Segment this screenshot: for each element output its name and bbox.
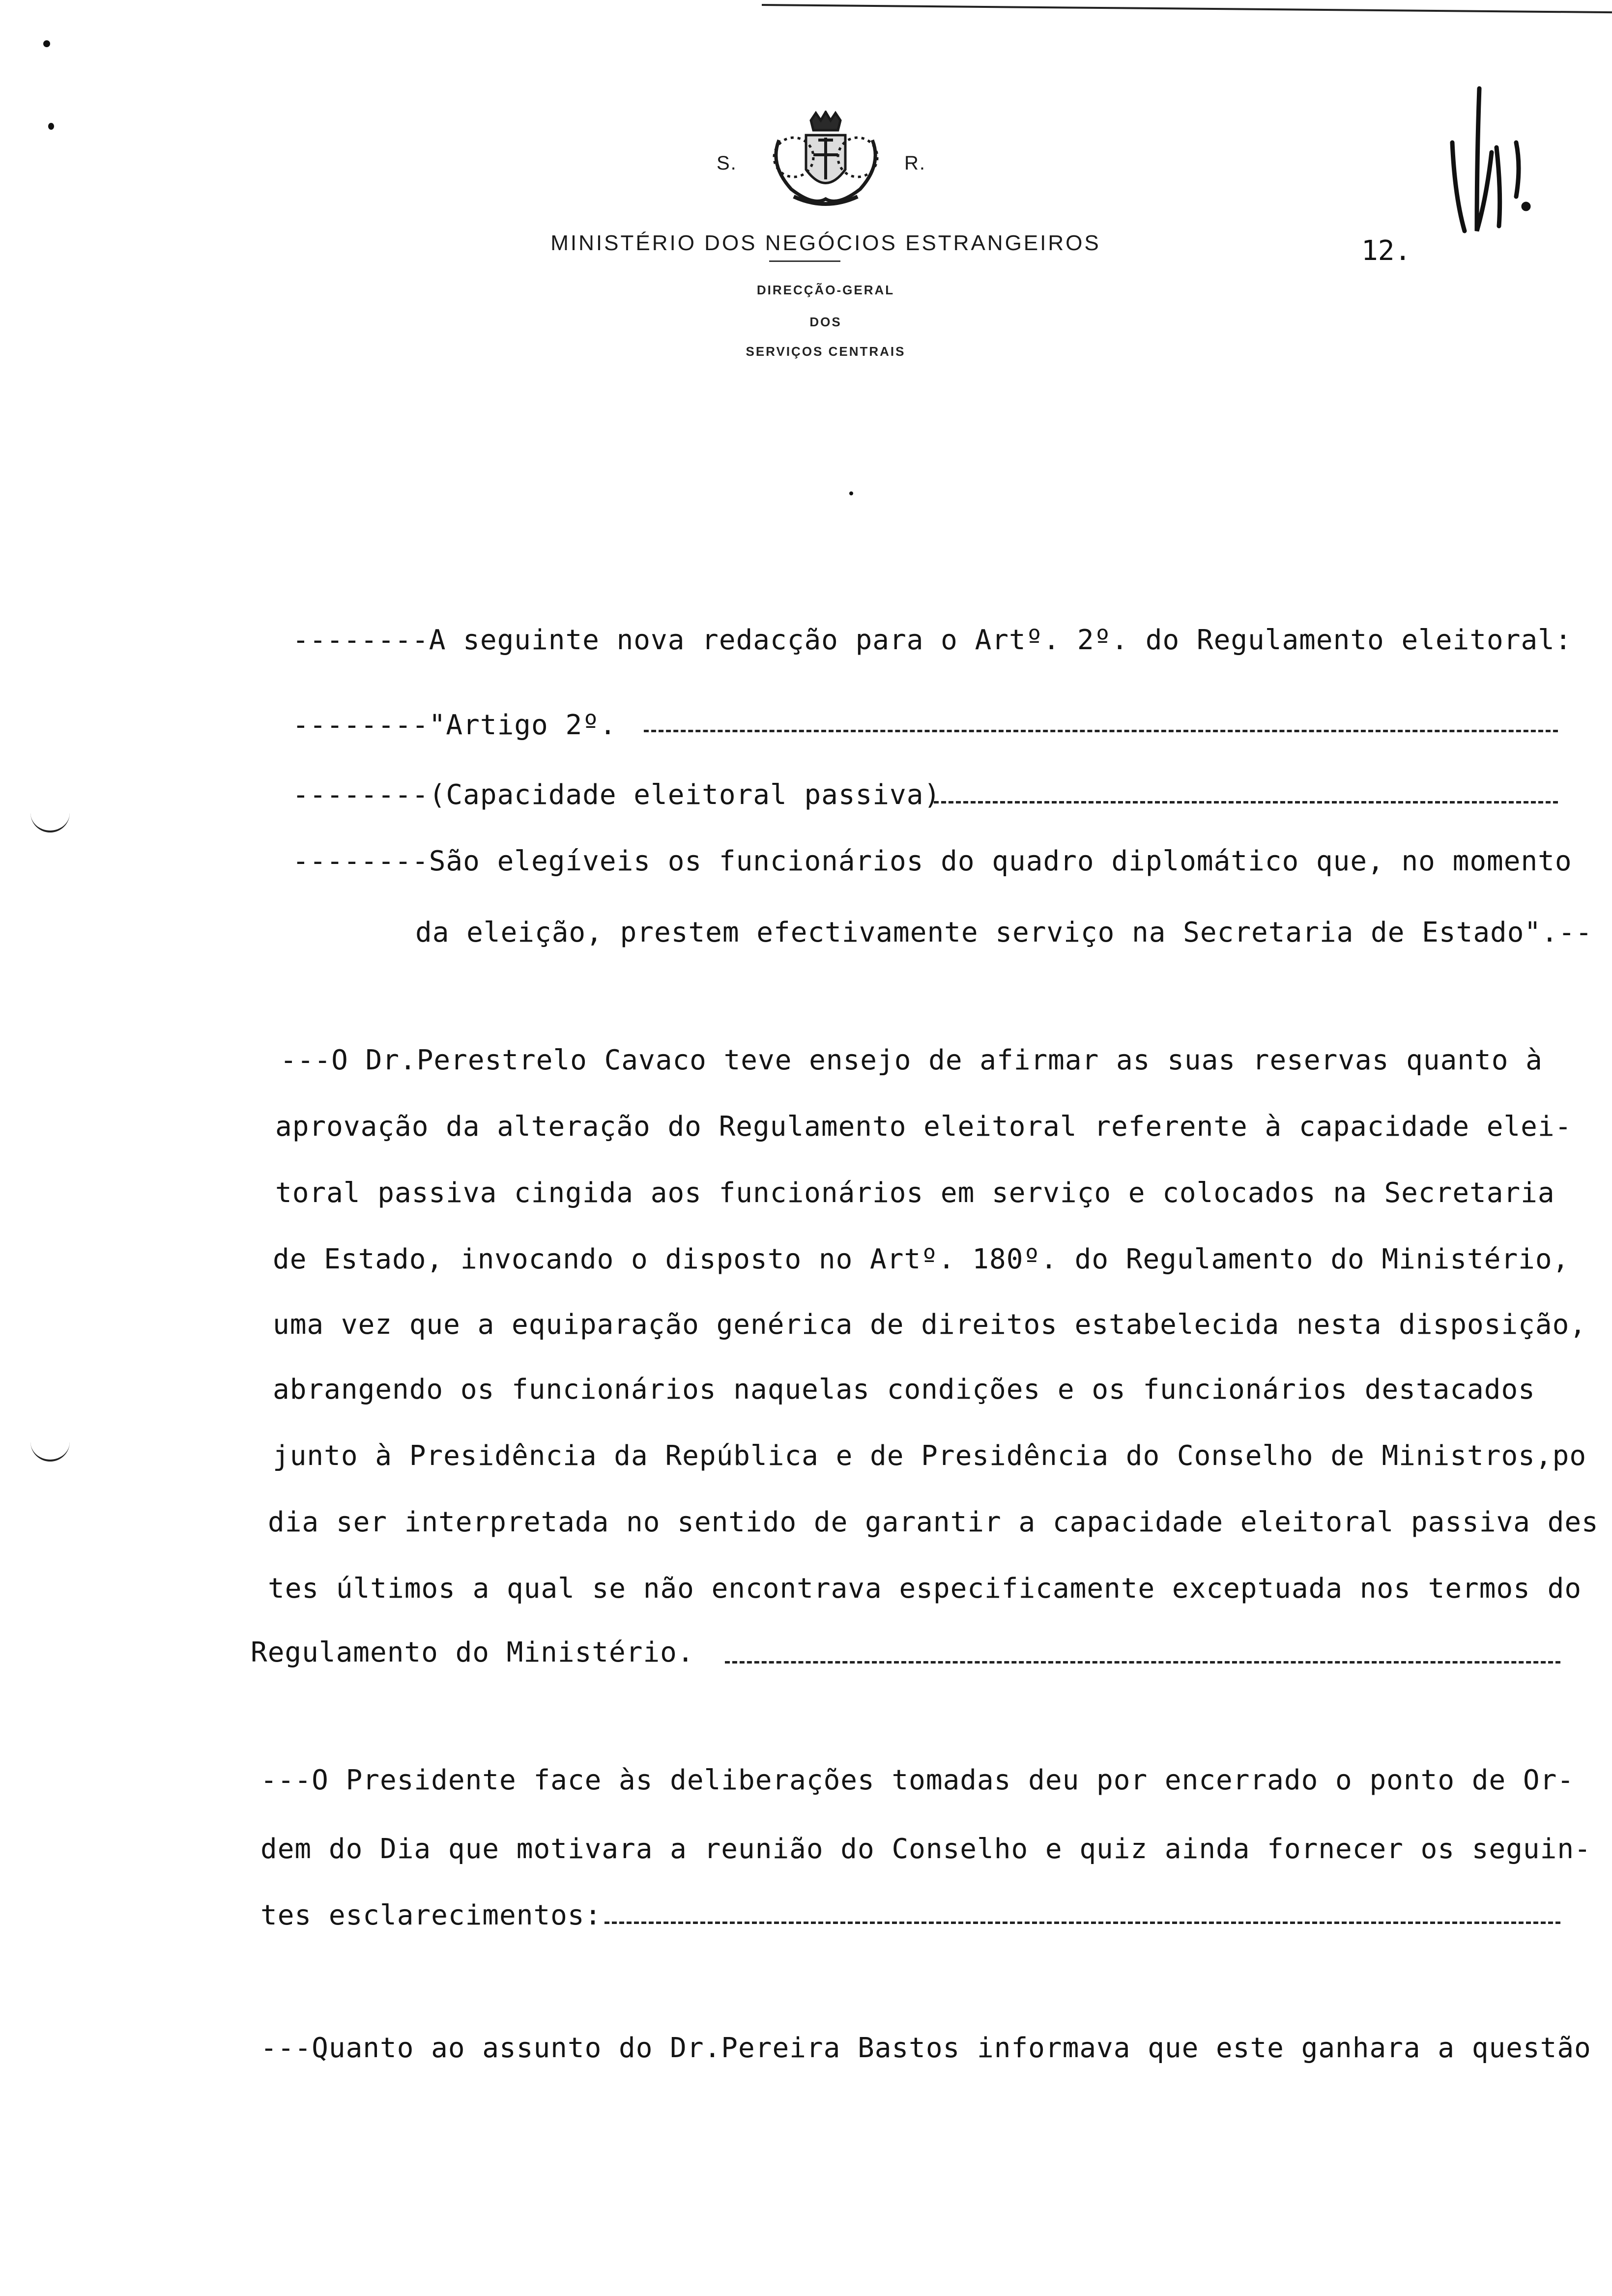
body-line-1: --------A seguinte nova redacção para o Artº. 2º. do Regulamento eleitoral: bbox=[292, 624, 1572, 656]
speck bbox=[48, 123, 54, 130]
body-line-13: dia ser interpretada no sentido de garantir a capacidade eleitoral passiva des bbox=[268, 1506, 1599, 1538]
speck bbox=[43, 40, 50, 47]
letterhead-initial-left: S. bbox=[717, 152, 737, 174]
directorate-line-2: DOS bbox=[809, 315, 842, 329]
body-line-19: ---Quanto ao assunto do Dr.Pereira Bastos informava que este ganhara a questão bbox=[260, 2032, 1591, 2064]
body-line-2: --------"Artigo 2º. bbox=[292, 709, 617, 741]
top-edge-rule bbox=[762, 4, 1612, 13]
body-line-8: toral passiva cingida aos funcionários em serviço e colocados na Secretaria bbox=[275, 1177, 1555, 1209]
body-line-15: Regulamento do Ministério. bbox=[251, 1636, 694, 1668]
body-line-7: aprovação da alteração do Regulamento eleitoral referente à capacidade elei- bbox=[275, 1111, 1572, 1143]
body-line-4: --------São elegíveis os funcionários do quadro diplomático que, no momento bbox=[292, 845, 1572, 877]
dash-fill bbox=[725, 1661, 1560, 1664]
binding-hole-mark bbox=[30, 1440, 70, 1462]
coat-of-arms-emblem bbox=[764, 111, 887, 214]
binding-hole-mark bbox=[30, 811, 70, 832]
dash-fill bbox=[644, 730, 1558, 732]
dash-fill bbox=[934, 801, 1558, 804]
ministry-underline bbox=[769, 260, 840, 262]
body-line-17: dem do Dia que motivara a reunião do Conselho e quiz ainda fornecer os seguin- bbox=[260, 1833, 1591, 1865]
letterhead-initial-right: R. bbox=[904, 152, 926, 174]
speck bbox=[849, 491, 853, 495]
body-line-6: ---O Dr.Perestrelo Cavaco teve ensejo de afirmar as suas reservas quanto à bbox=[280, 1044, 1543, 1076]
handwritten-initials bbox=[1442, 84, 1536, 246]
body-line-3: --------(Capacidade eleitoral passiva) bbox=[292, 779, 941, 811]
dash-fill bbox=[604, 1922, 1560, 1924]
body-line-5: da eleição, prestem efectivamente serviço na Secretaria de Estado".-- bbox=[415, 917, 1593, 948]
body-line-18: tes esclarecimentos: bbox=[260, 1899, 602, 1931]
ministry-name: MINISTÉRIO DOS NEGÓCIOS ESTRANGEIROS bbox=[550, 231, 1101, 255]
body-line-14: tes últimos a qual se não encontrava especificamente exceptuada nos termos do bbox=[268, 1573, 1582, 1605]
body-line-11: abrangendo os funcionários naquelas condições e os funcionários destacados bbox=[273, 1374, 1535, 1406]
body-line-16: ---O Presidente face às deliberações tomadas deu por encerrado o ponto de Or- bbox=[260, 1764, 1575, 1796]
body-line-9: de Estado, invocando o disposto no Artº. 180º. do Regulamento do Ministério, bbox=[273, 1243, 1570, 1275]
directorate-line-1: DIRECÇÃO-GERAL bbox=[756, 283, 895, 297]
body-line-12: junto à Presidência da República e de Presidência do Conselho de Ministros,po bbox=[273, 1440, 1587, 1472]
directorate-line-3: SERVIÇOS CENTRAIS bbox=[746, 344, 906, 359]
page-number: 12. bbox=[1361, 235, 1411, 267]
body-line-10: uma vez que a equiparação genérica de direitos estabelecida nesta disposição, bbox=[273, 1309, 1587, 1341]
